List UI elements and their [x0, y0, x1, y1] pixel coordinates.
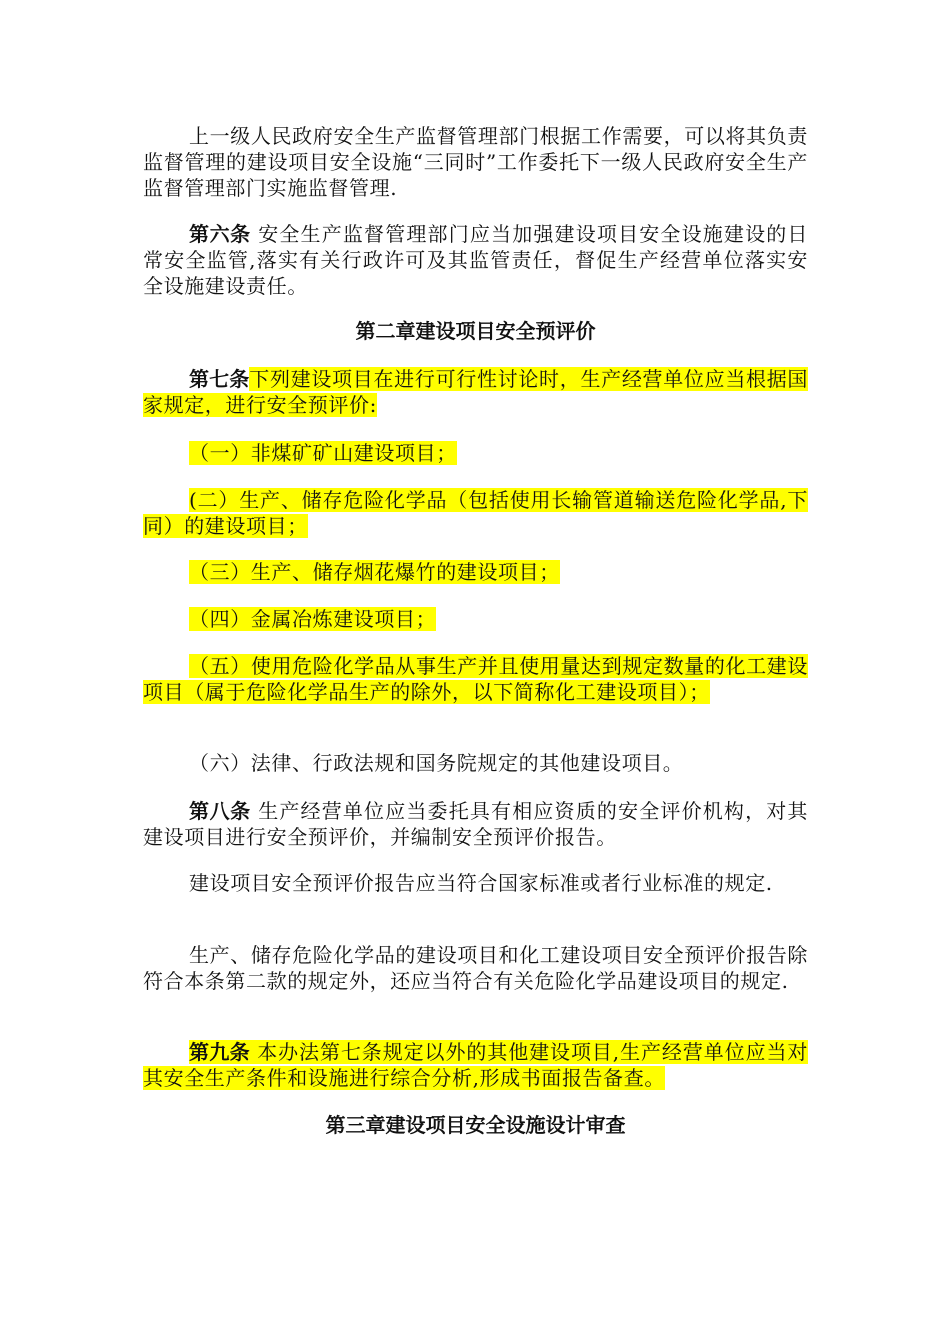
article-9-text: 本办法第七条规定以外的其他建设项目,生产经营单位应当对其安全生产条件和设施进行综合分析,形成书面报告备查。: [143, 1040, 809, 1090]
article-7: [143, 366, 808, 418]
list-item-2: (二）生产、储存危险化学品（包括使用长输管道输送危险化学品,下同）的建设项目；: [143, 488, 808, 538]
chapter-2-heading: 第二章建设项目安全预评价: [355, 319, 596, 343]
list-item-1: （一）非煤矿矿山建设项目；: [189, 441, 457, 465]
article-7-text: 下列建设项目在进行可行性讨论时，生产经营单位应当根据国家规定，进行安全预评价:: [143, 367, 809, 417]
list-item-5: （五）使用危险化学品从事生产并且使用量达到规定数量的化工建设项目（属于危险化学品生产的除外，以下简称化工建设项目）；: [143, 654, 808, 704]
list-item-6: （六）法律、行政法规和国务院规定的其他建设项目。: [189, 751, 684, 775]
chapter-3-heading: 第三章建设项目安全设施设计审查: [325, 1113, 626, 1137]
list-item-4: （四）金属冶炼建设项目；: [189, 607, 437, 631]
paragraph-intro: 上一级人民政府安全生产监督管理部门根据工作需要，可以将其负责监督管理的建设项目安全设施“三同时”工作委托下一级人民政府安全生产监督管理部门实施监督管理.: [143, 124, 808, 200]
article-7-label: 第七条: [189, 367, 250, 391]
article-6-text: 安全生产监督管理部门应当加强建设项目安全设施建设的日常安全监管,落实有关行政许可及其监管责任，督促生产经营单位落实安全设施建设责任。: [143, 222, 808, 298]
article-9-label: 第九条: [189, 1040, 250, 1064]
article-6: [143, 221, 808, 299]
list-item-3: （三）生产、储存烟花爆竹的建设项目；: [189, 560, 560, 584]
article-6-label: 第六条: [189, 222, 251, 246]
article-8-paragraph-2: 建设项目安全预评价报告应当符合国家标准或者行业标准的规定.: [189, 871, 773, 895]
article-9: [143, 1039, 808, 1091]
article-8: [143, 798, 808, 850]
article-8-text: 生产经营单位应当委托具有相应资质的安全评价机构，对其建设项目进行安全预评价，并编制安全预评价报告。: [143, 799, 808, 849]
article-8-label: 第八条: [189, 799, 251, 823]
article-8-paragraph-3: 生产、储存危险化学品的建设项目和化工建设项目安全预评价报告除符合本条第二款的规定外，还应当符合有关危险化学品建设项目的规定.: [143, 943, 808, 993]
